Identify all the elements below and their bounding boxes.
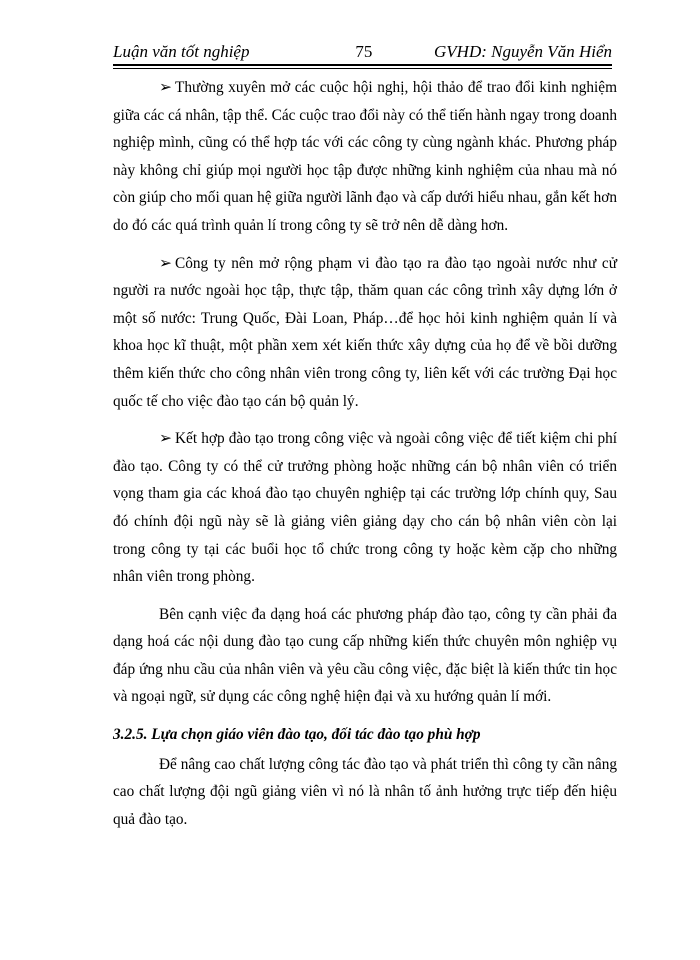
bullet-paragraph bbox=[113, 425, 617, 591]
bullet-text: Thường xuyên mở các cuộc hội nghị, hội thảo để trao đổi kinh nghiệm giữa các cá nhân, tập thể. Các cuộc trao đổi này có thể tiến hành ngay trong doanh nghiệp mình, cũng có thể hợp tác với các công ty cùng ngành khác. Phương pháp này không chỉ giúp mọi người học tập được những kinh nghiệm của nhau mà nó còn giúp cho mối quan hệ giữa người lãnh đạo và cấp dưới hiểu nhau, gắn kết hơn do đó các quá trình quản lí trong công ty sẽ trở nên dễ dàng hơn. bbox=[113, 79, 617, 234]
body-paragraph: Để nâng cao chất lượng công tác đào tạo và phát triển thì công ty cần nâng cao chất lượng đội ngũ giảng viên vì nó là nhân tố ảnh hưởng trực tiếp đến hiệu quả đào tạo. bbox=[113, 755, 617, 828]
header-thesis-title: Luận văn tốt nghiệp bbox=[113, 42, 250, 61]
arrow-bullet-icon: ➢ bbox=[159, 254, 172, 272]
bullet-text: Công ty nên mở rộng phạm vi đào tạo ra đào tạo ngoài nước như cử người ra nước ngoài học tập, thực tập, thăm quan các công trình xây dựng lớn ở một số nước: Trung Quốc, Đài Loan, Pháp…để học hỏi kinh nghiệm quản lí và khoa học kĩ thuật, một phần xem xét kiến thức xây dựng của họ để về bồi dưỡng thêm kiến thức cho công nhân viên trong công ty, liên kết với các trường Đại học quốc tế cho việc đào tạo cán bộ quản lý. bbox=[113, 254, 617, 410]
header-rule bbox=[113, 64, 612, 69]
arrow-bullet-icon: ➢ bbox=[159, 79, 172, 96]
header-advisor: GVHD: Nguyễn Văn Hiển bbox=[434, 42, 612, 61]
section-heading: 3.2.5. Lựa chọn giáo viên đào tạo, đối tác đào tạo phù hợp bbox=[113, 726, 481, 744]
bullet-paragraph bbox=[113, 74, 617, 240]
bullet-paragraph bbox=[113, 250, 617, 416]
page-header bbox=[113, 40, 612, 64]
page-body bbox=[113, 74, 617, 843]
body-paragraph: Bên cạnh việc đa dạng hoá các phương pháp đào tạo, công ty cần phải đa dạng hoá các nội dung đào tạo cung cấp những kiến thức chuyên môn nghiệp vụ đáp ứng nhu cầu của nhân viên và yêu cầu công việc, đặc biệt là kiến thức tin học và ngoại ngữ, sử dụng các công nghệ hiện đại và xu hướng quản lí mới. bbox=[113, 605, 617, 706]
arrow-bullet-icon: ➢ bbox=[159, 430, 172, 448]
bullet-text: Kết hợp đào tạo trong công việc và ngoài công việc để tiết kiệm chi phí đào tạo. Công ty có thể cử trưởng phòng hoặc những cán bộ nhân viên có triển vọng tham gia các khoá đào tạo chuyên nghiệp tại các trường lớp chính quy, Sau đó chính đội ngũ này sẽ là giảng viên giảng dạy cho cán bộ nhân viên còn lại trong công ty tại các buổi học tổ chức trong công ty hoặc kèm cặp cho những nhân viên trong phòng. bbox=[113, 430, 617, 586]
header-page-number: 75 bbox=[355, 42, 373, 61]
